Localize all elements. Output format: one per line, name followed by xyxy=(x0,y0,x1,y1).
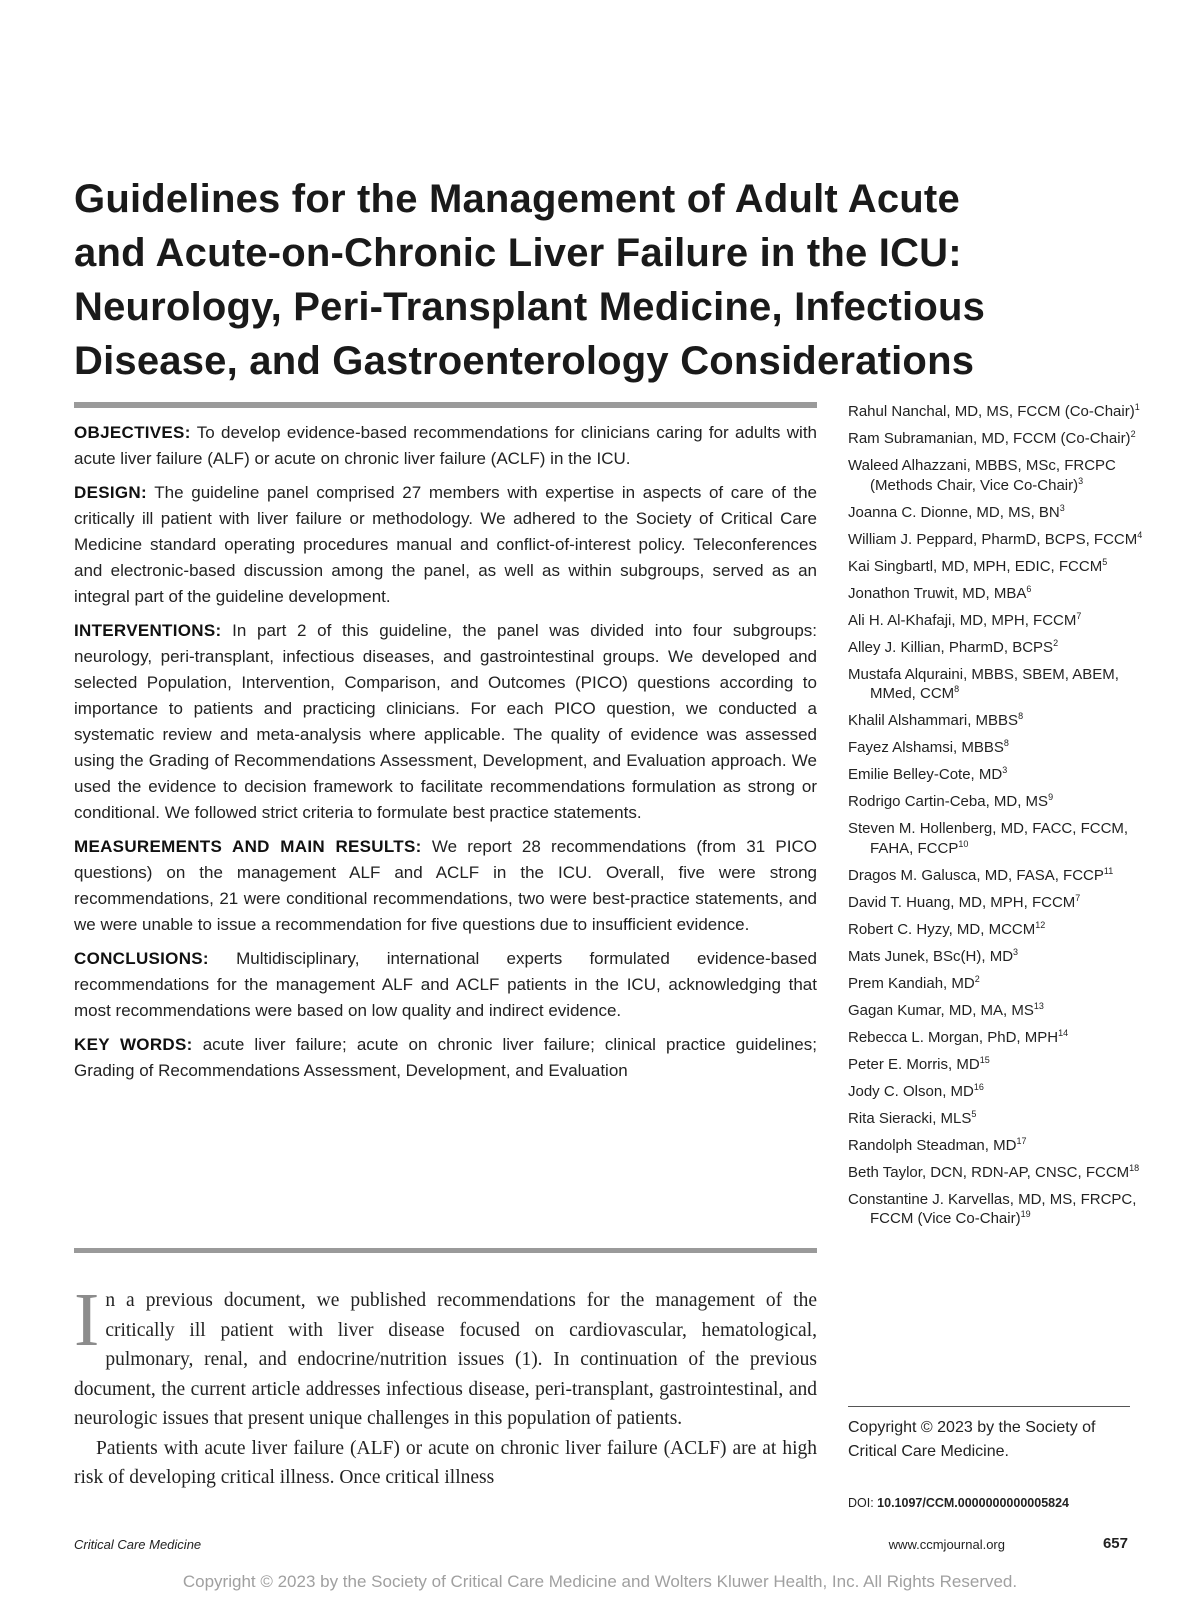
doi xyxy=(848,1496,1069,1510)
author-entry xyxy=(848,819,1158,858)
affiliation-number: 1 xyxy=(1134,402,1140,412)
author-entry xyxy=(848,1136,1158,1156)
author-list xyxy=(848,402,1158,1236)
drop-cap: I xyxy=(74,1278,100,1362)
author-name: Rodrigo Cartin-Ceba, MD, MS xyxy=(848,793,1049,810)
author-name: Peter E. Morris, MD xyxy=(848,1055,980,1073)
section-label: CONCLUSIONS: xyxy=(74,949,209,968)
affiliation-number: 19 xyxy=(1020,1209,1031,1219)
author-name: Kai Singbartl, MD, MPH, EDIC, FCCM xyxy=(848,557,1103,575)
abstract-conclusions xyxy=(74,946,817,1024)
section-text: We report 28 recommendations (from 31 PICO questions) on the management ALF and ACLF in the ICU. Overall, five were strong recommendations, 21 were conditional recommendations, two were best-practice statements, and we were unable to issue a recommendation for five questions due to insufficient evidence. xyxy=(74,837,817,934)
author-entry xyxy=(848,1109,1158,1129)
abstract-keywords xyxy=(74,1032,817,1084)
author-name: Beth Taylor, DCN, RDN-AP, CNSC, FCCM xyxy=(848,1163,1130,1181)
affiliation-number: 17 xyxy=(1016,1135,1027,1146)
author-name: Ali H. Al-Khafaji, MD, MPH, FCCM xyxy=(848,611,1077,629)
author-name: Gagan Kumar, MD, MA, MS xyxy=(848,1001,1034,1019)
body-text xyxy=(74,1278,817,1493)
affiliation-number: 8 xyxy=(954,684,960,694)
author-name: Ram Subramanian, MD, FCCM (Co-Chair) xyxy=(848,430,1131,447)
section-text: acute liver failure; acute on chronic liver failure; clinical practice guidelines; Grading of Recommendations Assessment, Development, and Evaluation xyxy=(74,1035,817,1080)
section-text: To develop evidence-based recommendations for clinicians caring for adults with acute liver failure (ALF) or acute on chronic liver failure (ACLF) in the ICU. xyxy=(74,423,817,468)
affiliation-number: 11 xyxy=(1103,865,1114,876)
title-line: Neurology, Peri-Transplant Medicine, Infectious xyxy=(74,285,986,329)
abstract xyxy=(74,420,817,1092)
affiliation-number: 7 xyxy=(1075,892,1081,903)
author-entry xyxy=(848,1028,1158,1048)
author-name: Emilie Belley-Cote, MD xyxy=(848,766,1003,783)
abstract-objectives xyxy=(74,420,817,472)
affiliation-number: 16 xyxy=(973,1081,984,1092)
author-entry xyxy=(848,1082,1158,1102)
author-entry xyxy=(848,920,1158,940)
author-entry xyxy=(848,456,1158,495)
affiliation-number: 12 xyxy=(1035,919,1046,930)
journal-url: www.ccmjournal.org xyxy=(888,1537,1005,1552)
author-entry xyxy=(848,584,1158,604)
author-entry xyxy=(848,792,1158,812)
footer-copyright: Copyright © 2023 by the Society of Critical Care Medicine and Wolters Kluwer Health, Inc. All Rights Reserved. xyxy=(182,1572,1018,1591)
section-label: OBJECTIVES: xyxy=(74,423,191,442)
author-name: Rebecca L. Morgan, PhD, MPH xyxy=(848,1028,1059,1046)
section-text: In part 2 of this guideline, the panel was divided into four subgroups: neurology, peri-transplant, infectious diseases, and gastrointestinal groups. We developed and selected Population, Intervention, Comparison, and Outcomes (PICO) questions according to importance to patients and practicing clinicians. For each PICO question, we conducted a systematic review and meta-analysis where applicable. The quality of evidence was assessed using the Grading of Recommendations Assessment, Development, and Evaluation approach. We used the evidence to decision framework to facilitate recommendations formulation as strong or conditional. We followed strict criteria to formulate best practice statements. xyxy=(74,621,817,822)
paragraph-text: n a previous document, we published recommendations for the management of the critically ill patient with liver disease focused on cardiovascular, hematological, pulmonary, renal, and endocrine/nutrition issues (1). In continuation of the previous document, the current article addresses infectious disease, peri-transplant, gastrointestinal, and neurologic issues that present unique challenges in this population of patients. xyxy=(74,1290,817,1429)
author-name: Waleed Alhazzani, MBBS, MSc, FRCPC (Methods Chair, Vice Co-Chair) xyxy=(848,457,1116,494)
author-entry xyxy=(848,557,1158,577)
affiliation-number: 3 xyxy=(1059,502,1065,513)
affiliation-number: 18 xyxy=(1129,1162,1140,1173)
abstract-interventions xyxy=(74,618,817,826)
title-divider xyxy=(74,402,817,408)
title-line: Guidelines for the Management of Adult Acute xyxy=(74,177,960,221)
body-paragraph: Patients with acute liver failure (ALF) or acute on chronic liver failure (ACLF) are at high risk of developing critical illness. Once critical illness xyxy=(74,1437,817,1488)
affiliation-number: 8 xyxy=(1003,738,1009,748)
title-line: and Acute-on-Chronic Liver Failure in the ICU: xyxy=(74,231,962,275)
affiliation-number: 7 xyxy=(1076,610,1082,621)
affiliation-number: 14 xyxy=(1058,1027,1069,1038)
author-name: Alley J. Killian, PharmD, BCPS xyxy=(848,638,1054,656)
author-name: William J. Peppard, PharmD, BCPS, FCCM xyxy=(848,530,1138,548)
author-entry xyxy=(848,1163,1158,1183)
author-entry xyxy=(848,402,1158,422)
affiliation-number: 5 xyxy=(971,1108,977,1119)
author-entry xyxy=(848,738,1158,758)
section-label: INTERVENTIONS: xyxy=(74,621,222,640)
author-entry xyxy=(848,611,1158,631)
author-name: Prem Kandiah, MD xyxy=(848,974,975,992)
author-name: Mustafa Alquraini, MBBS, SBEM, ABEM, MMed, CCM xyxy=(848,665,1119,702)
author-entry xyxy=(848,947,1158,967)
section-label: DESIGN: xyxy=(74,483,147,502)
title-line: Disease, and Gastroenterology Considerations xyxy=(74,339,975,383)
author-entry xyxy=(848,638,1158,658)
body-paragraph xyxy=(74,1278,817,1434)
author-name: David T. Huang, MD, MPH, FCCM xyxy=(848,893,1076,911)
author-name: Randolph Steadman, MD xyxy=(848,1136,1017,1154)
author-name: Rahul Nanchal, MD, MS, FCCM (Co-Chair) xyxy=(848,403,1135,420)
section-label: KEY WORDS: xyxy=(74,1035,193,1054)
author-name: Robert C. Hyzy, MD, MCCM xyxy=(848,920,1036,938)
author-name: Constantine J. Karvellas, MD, MS, FRCPC, FCCM (Vice Co-Chair) xyxy=(848,1190,1137,1227)
affiliation-number: 10 xyxy=(958,838,969,849)
author-entry xyxy=(848,765,1158,785)
copyright-notice: Copyright © 2023 by the Society of Critical Care Medicine. xyxy=(848,1419,1096,1460)
section-label: MEASUREMENTS AND MAIN RESULTS: xyxy=(74,837,422,856)
section-text: Multidisciplinary, international experts formulated evidence-based recommendations for the management ALF and ACLF patients in the ICU, acknowledging that most recommendations were based on low quality and indirect evidence. xyxy=(74,949,817,1020)
author-entry xyxy=(848,1001,1158,1021)
affiliation-number: 15 xyxy=(979,1054,990,1065)
author-name: Steven M. Hollenberg, MD, FACC, FCCM, FAHA, FCCP xyxy=(848,820,1129,857)
author-entry xyxy=(848,665,1158,704)
abstract-results xyxy=(74,834,817,938)
affiliation-number: 6 xyxy=(1026,583,1032,594)
abstract-design xyxy=(74,480,817,610)
affiliation-number: 2 xyxy=(974,973,980,984)
author-name: Rita Sieracki, MLS xyxy=(848,1109,972,1127)
author-name: Jonathon Truwit, MD, MBA xyxy=(848,584,1027,602)
affiliation-number: 3 xyxy=(1078,475,1084,486)
author-entry xyxy=(848,866,1158,886)
author-name: Mats Junek, BSc(H), MD xyxy=(848,947,1014,965)
affiliation-number: 3 xyxy=(1013,946,1019,957)
page-number: 657 xyxy=(1102,1535,1128,1552)
affiliation-number: 4 xyxy=(1137,529,1143,540)
affiliation-number: 3 xyxy=(1002,765,1008,775)
author-entry xyxy=(848,1190,1158,1229)
affiliation-number: 5 xyxy=(1102,556,1108,567)
author-name: Joanna C. Dionne, MD, MS, BN xyxy=(848,503,1060,521)
doi-label: DOI: xyxy=(848,1496,878,1510)
author-name: Dragos M. Galusca, MD, FASA, FCCP xyxy=(848,866,1104,884)
affiliation-number: 13 xyxy=(1033,1000,1044,1011)
author-name: Khalil Alshammari, MBBS xyxy=(848,712,1019,729)
author-entry xyxy=(848,711,1158,731)
journal-name: Critical Care Medicine xyxy=(74,1537,202,1552)
author-name: Fayez Alshamsi, MBBS xyxy=(848,739,1004,756)
author-entry xyxy=(848,503,1158,523)
copyright-divider xyxy=(848,1406,1130,1407)
author-entry xyxy=(848,530,1158,550)
author-entry xyxy=(848,429,1158,449)
section-text: The guideline panel comprised 27 members with expertise in aspects of care of the critically ill patient with liver failure or methodology. We adhered to the Society of Critical Care Medicine standard operating procedures manual and conflict-of-interest policy. Teleconferences and electronic-based discussion among the panel, as well as within subgroups, served as an integral part of the guideline development. xyxy=(74,483,817,606)
affiliation-number: 2 xyxy=(1130,429,1136,439)
affiliation-number: 2 xyxy=(1053,637,1059,648)
author-entry xyxy=(848,1055,1158,1075)
affiliation-number: 9 xyxy=(1048,792,1054,802)
article-title xyxy=(74,172,1134,388)
author-entry xyxy=(848,974,1158,994)
author-name: Jody C. Olson, MD xyxy=(848,1082,974,1100)
author-entry xyxy=(848,893,1158,913)
doi-value: 10.1097/CCM.0000000000005824 xyxy=(877,1496,1069,1510)
affiliation-number: 8 xyxy=(1018,711,1024,721)
abstract-divider xyxy=(74,1248,817,1253)
